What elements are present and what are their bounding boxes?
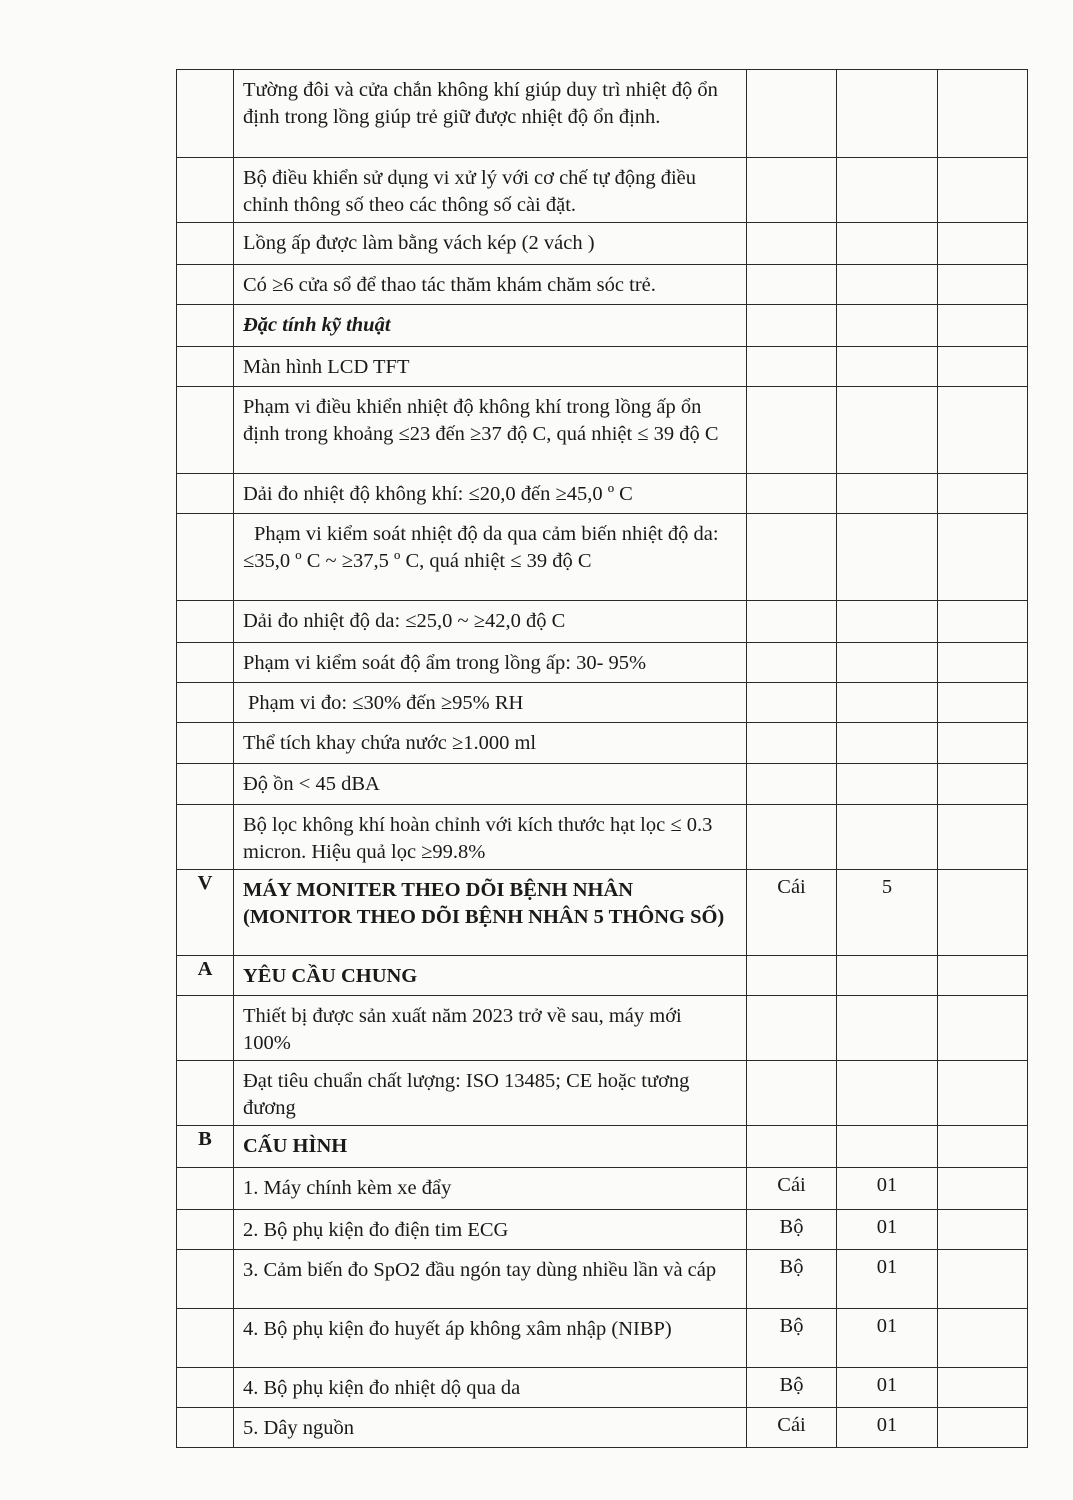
description-cell xyxy=(234,996,747,1061)
row-number-cell xyxy=(177,387,234,474)
note-cell xyxy=(938,1126,1028,1168)
quantity-cell xyxy=(837,347,938,387)
unit-cell: Cái xyxy=(747,1168,837,1210)
unit-cell xyxy=(747,474,837,514)
description-text: 5. Dây nguồn xyxy=(243,1417,355,1439)
quantity-cell xyxy=(837,514,938,601)
note-cell xyxy=(938,70,1028,158)
description-text: YÊU CẦU CHUNG xyxy=(243,965,418,987)
description-text: MÁY MONITER THEO DÕI BỆNH NHÂN (MONITOR THEO DÕI BỆNH NHÂN 5 THÔNG SỐ) xyxy=(243,879,725,928)
row-number-cell xyxy=(177,474,234,514)
unit-cell: Bộ xyxy=(747,1210,837,1250)
quantity-cell xyxy=(837,723,938,764)
description-cell xyxy=(234,764,747,805)
description-text: Bộ điều khiển sử dụng vi xử lý với cơ chế tự động điều chỉnh thông số theo các thông số cài đặt. xyxy=(243,167,697,216)
quantity-cell xyxy=(837,683,938,723)
description-cell xyxy=(234,265,747,305)
table-row xyxy=(177,601,1028,643)
unit-cell: Cái xyxy=(747,870,837,956)
description-cell xyxy=(234,387,747,474)
description-text: 2. Bộ phụ kiện đo điện tim ECG xyxy=(243,1219,509,1241)
unit-cell xyxy=(747,956,837,996)
quantity-cell: 01 xyxy=(837,1408,938,1448)
description-text: 4. Bộ phụ kiện đo nhiệt dộ qua da xyxy=(243,1377,521,1399)
row-number-cell xyxy=(177,1210,234,1250)
unit-cell xyxy=(747,265,837,305)
description-text: Thể tích khay chứa nước ≥1.000 ml xyxy=(243,732,537,754)
table-row xyxy=(177,265,1028,305)
description-cell xyxy=(234,305,747,347)
description-text: 1. Máy chính kèm xe đẩy xyxy=(243,1177,452,1199)
description-cell xyxy=(234,1061,747,1126)
unit-cell: Bộ xyxy=(747,1368,837,1408)
description-text: Bộ lọc không khí hoàn chỉnh với kích thước hạt lọc ≤ 0.3 micron. Hiệu quả lọc ≥99.8% xyxy=(243,814,713,863)
table-row xyxy=(177,1309,1028,1368)
note-cell xyxy=(938,805,1028,870)
note-cell xyxy=(938,996,1028,1061)
quantity-cell xyxy=(837,996,938,1061)
description-cell xyxy=(234,474,747,514)
description-cell xyxy=(234,601,747,643)
unit-cell: Cái xyxy=(747,1408,837,1448)
table-row xyxy=(177,1368,1028,1408)
unit-cell xyxy=(747,1061,837,1126)
note-cell xyxy=(938,764,1028,805)
unit-cell xyxy=(747,305,837,347)
note-cell xyxy=(938,223,1028,265)
table-row xyxy=(177,1250,1028,1309)
table-row xyxy=(177,347,1028,387)
description-cell xyxy=(234,643,747,683)
note-cell xyxy=(938,601,1028,643)
note-cell xyxy=(938,723,1028,764)
specification-table xyxy=(176,69,1028,1448)
unit-cell xyxy=(747,805,837,870)
unit-cell xyxy=(747,996,837,1061)
quantity-cell xyxy=(837,158,938,223)
description-cell xyxy=(234,805,747,870)
row-number-cell xyxy=(177,805,234,870)
description-text: Phạm vi kiểm soát nhiệt độ da qua cảm biến nhiệt độ da: ≤35,0 º C ~ ≥37,5 º C, quá nhiệt ≤ 39 độ C xyxy=(243,523,719,572)
description-cell xyxy=(234,1368,747,1408)
quantity-cell xyxy=(837,643,938,683)
description-cell xyxy=(234,70,747,158)
row-number-cell xyxy=(177,347,234,387)
unit-cell xyxy=(747,1126,837,1168)
unit-cell xyxy=(747,683,837,723)
description-text: Đạt tiêu chuẩn chất lượng: ISO 13485; CE hoặc tương đương xyxy=(243,1070,690,1119)
note-cell xyxy=(938,474,1028,514)
quantity-cell xyxy=(837,387,938,474)
row-number-cell: A xyxy=(177,956,234,996)
note-cell xyxy=(938,347,1028,387)
description-cell xyxy=(234,723,747,764)
quantity-cell xyxy=(837,956,938,996)
row-number-cell: B xyxy=(177,1126,234,1168)
table-row xyxy=(177,643,1028,683)
description-text: Độ ồn < 45 dBA xyxy=(243,773,380,795)
table-row xyxy=(177,805,1028,870)
description-cell xyxy=(234,158,747,223)
row-number-cell xyxy=(177,514,234,601)
note-cell xyxy=(938,1168,1028,1210)
unit-cell xyxy=(747,158,837,223)
row-number-cell xyxy=(177,764,234,805)
quantity-cell: 01 xyxy=(837,1309,938,1368)
description-cell xyxy=(234,1168,747,1210)
table-row xyxy=(177,223,1028,265)
table-row xyxy=(177,158,1028,223)
unit-cell: Bộ xyxy=(747,1250,837,1309)
note-cell xyxy=(938,305,1028,347)
table-row xyxy=(177,387,1028,474)
description-cell xyxy=(234,683,747,723)
row-number-cell xyxy=(177,1168,234,1210)
table-row xyxy=(177,305,1028,347)
table-row xyxy=(177,956,1028,996)
note-cell xyxy=(938,683,1028,723)
row-number-cell xyxy=(177,1061,234,1126)
table-row xyxy=(177,1168,1028,1210)
row-number-cell xyxy=(177,265,234,305)
table-row xyxy=(177,70,1028,158)
description-cell xyxy=(234,1309,747,1368)
table-row xyxy=(177,723,1028,764)
description-text: Màn hình LCD TFT xyxy=(243,356,410,378)
description-text: 4. Bộ phụ kiện đo huyết áp không xâm nhập (NIBP) xyxy=(243,1318,672,1340)
row-number-cell xyxy=(177,683,234,723)
description-text: Tường đôi và cửa chắn không khí giúp duy trì nhiệt độ ổn định trong lồng giúp trẻ giữ được nhiệt độ ổn định. xyxy=(243,79,718,128)
note-cell xyxy=(938,1250,1028,1309)
unit-cell xyxy=(747,70,837,158)
description-cell xyxy=(234,347,747,387)
description-text: 3. Cảm biến đo SpO2 đầu ngón tay dùng nhiều lần và cáp xyxy=(243,1259,717,1281)
table-row xyxy=(177,1061,1028,1126)
description-cell xyxy=(234,223,747,265)
quantity-cell xyxy=(837,70,938,158)
description-cell xyxy=(234,1210,747,1250)
description-text: Dải đo nhiệt độ không khí: ≤20,0 đến ≥45,0 º C xyxy=(243,483,633,505)
description-text: Thiết bị được sản xuất năm 2023 trở về sau, máy mới 100% xyxy=(243,1005,682,1054)
table-row xyxy=(177,764,1028,805)
description-text: Lồng ấp được làm bằng vách kép (2 vách ) xyxy=(243,232,595,254)
row-number-cell xyxy=(177,643,234,683)
row-number-cell xyxy=(177,996,234,1061)
unit-cell xyxy=(747,347,837,387)
unit-cell xyxy=(747,723,837,764)
quantity-cell xyxy=(837,1126,938,1168)
quantity-cell xyxy=(837,265,938,305)
note-cell xyxy=(938,1368,1028,1408)
table-row xyxy=(177,474,1028,514)
description-text: Dải đo nhiệt độ da: ≤25,0 ~ ≥42,0 độ C xyxy=(243,610,566,632)
unit-cell xyxy=(747,387,837,474)
quantity-cell: 01 xyxy=(837,1210,938,1250)
quantity-cell xyxy=(837,764,938,805)
note-cell xyxy=(938,643,1028,683)
note-cell xyxy=(938,1309,1028,1368)
table-row xyxy=(177,1126,1028,1168)
table-row xyxy=(177,1408,1028,1448)
row-number-cell xyxy=(177,158,234,223)
quantity-cell xyxy=(837,805,938,870)
row-number-cell xyxy=(177,1368,234,1408)
specification-table-body xyxy=(177,70,1028,1448)
note-cell xyxy=(938,1061,1028,1126)
unit-cell xyxy=(747,764,837,805)
quantity-cell xyxy=(837,1061,938,1126)
unit-cell: Bộ xyxy=(747,1309,837,1368)
table-row xyxy=(177,870,1028,956)
row-number-cell xyxy=(177,1250,234,1309)
unit-cell xyxy=(747,601,837,643)
description-cell xyxy=(234,1126,747,1168)
unit-cell xyxy=(747,643,837,683)
row-number-cell xyxy=(177,601,234,643)
quantity-cell: 01 xyxy=(837,1250,938,1309)
note-cell xyxy=(938,956,1028,996)
table-row xyxy=(177,1210,1028,1250)
note-cell xyxy=(938,514,1028,601)
quantity-cell: 5 xyxy=(837,870,938,956)
description-cell xyxy=(234,514,747,601)
description-cell xyxy=(234,1408,747,1448)
note-cell xyxy=(938,870,1028,956)
quantity-cell xyxy=(837,474,938,514)
note-cell xyxy=(938,1408,1028,1448)
unit-cell xyxy=(747,223,837,265)
row-number-cell xyxy=(177,70,234,158)
description-text: Phạm vi điều khiển nhiệt độ không khí trong lồng ấp ổn định trong khoảng ≤23 đến ≥37 độ C, quá nhiệt ≤ 39 độ C xyxy=(243,396,719,445)
note-cell xyxy=(938,158,1028,223)
description-text: Đặc tính kỹ thuật xyxy=(243,314,391,336)
quantity-cell: 01 xyxy=(837,1168,938,1210)
note-cell xyxy=(938,387,1028,474)
row-number-cell xyxy=(177,1309,234,1368)
quantity-cell xyxy=(837,223,938,265)
table-row xyxy=(177,996,1028,1061)
row-number-cell xyxy=(177,223,234,265)
note-cell xyxy=(938,1210,1028,1250)
quantity-cell: 01 xyxy=(837,1368,938,1408)
description-text: Có ≥6 cửa sổ để thao tác thăm khám chăm sóc trẻ. xyxy=(243,274,656,296)
row-number-cell: V xyxy=(177,870,234,956)
description-cell xyxy=(234,870,747,956)
row-number-cell xyxy=(177,1408,234,1448)
description-text: Phạm vi kiểm soát độ ẩm trong lồng ấp: 30- 95% xyxy=(243,652,647,674)
unit-cell xyxy=(747,514,837,601)
table-row xyxy=(177,514,1028,601)
table-row xyxy=(177,683,1028,723)
description-cell xyxy=(234,1250,747,1309)
quantity-cell xyxy=(837,601,938,643)
quantity-cell xyxy=(837,305,938,347)
description-text: CẤU HÌNH xyxy=(243,1135,348,1157)
row-number-cell xyxy=(177,305,234,347)
row-number-cell xyxy=(177,723,234,764)
description-cell xyxy=(234,956,747,996)
note-cell xyxy=(938,265,1028,305)
description-text: Phạm vi đo: ≤30% đến ≥95% RH xyxy=(248,692,524,714)
